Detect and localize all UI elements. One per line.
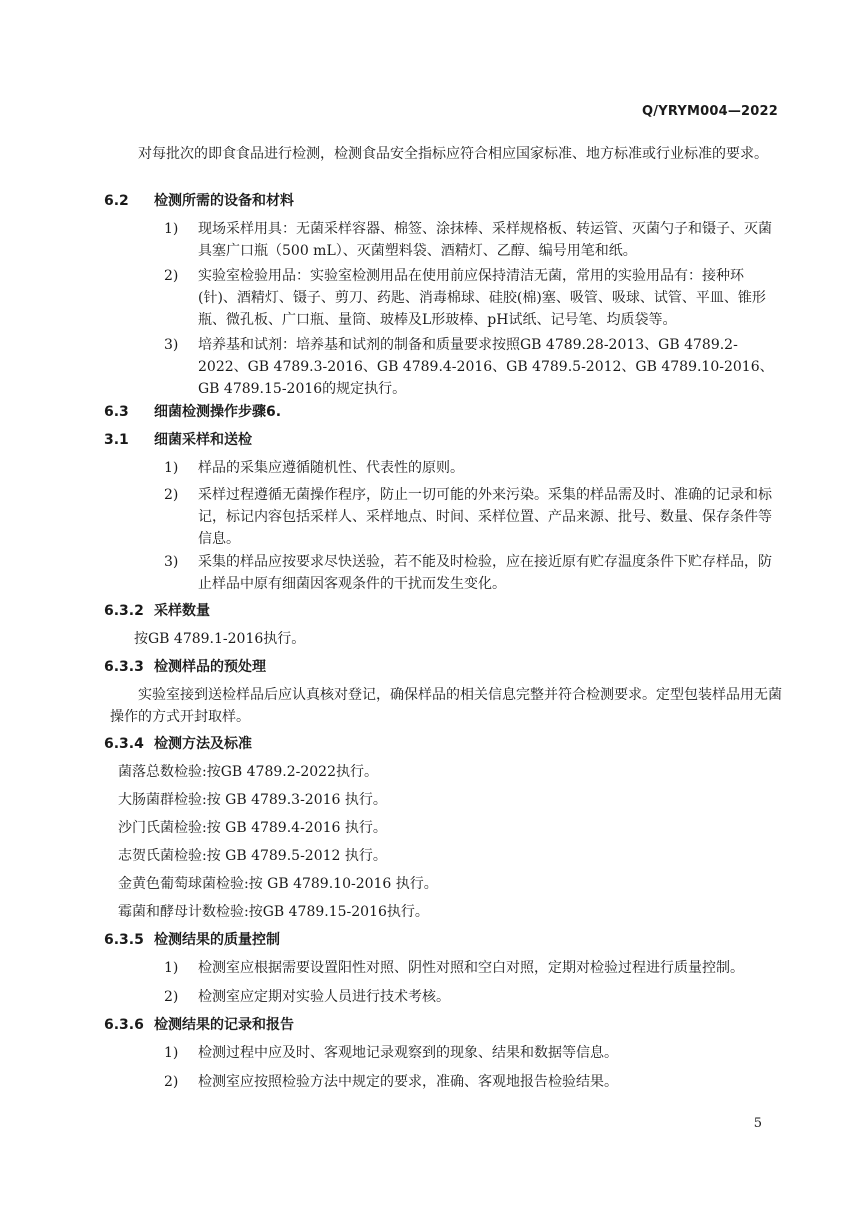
section-number: 6.3.6 [104, 1017, 144, 1033]
section-number: 6.3.3 [104, 659, 144, 675]
list-item [164, 218, 782, 262]
method-line: 大肠菌群检验:按 GB 4789.3-2016 执行。 [118, 792, 387, 808]
list-item-text: 检测室应按照检验方法中规定的要求，准确、客观地报告检验结果。 [198, 1074, 618, 1090]
list-item-text: 实验室检验用品：实验室检测用品在使用前应保持清洁无菌，常用的实验用品有：接种环(针)、酒精灯、镊子、剪刀、药匙、消毒棉球、硅胶(棉)塞、吸管、吸球、试管、平皿、锥形瓶、微孔板、广口瓶、量筒、玻棒及L形玻棒、pH试纸、记号笔、均质袋等。 [198, 268, 766, 328]
section-number: 6.2 [104, 193, 129, 209]
list-marker: 3) [164, 337, 179, 353]
section-6-3-5-heading [104, 929, 280, 951]
list-item [164, 957, 782, 979]
section-title: 检测样品的预处理 [154, 659, 266, 675]
page-number: 5 [753, 1116, 762, 1131]
section-title: 细菌检测操作步骤6. [154, 404, 282, 420]
section-title: 采样数量 [154, 603, 210, 619]
list-item-text: 检测过程中应及时、客观地记录观察到的现象、结果和数据等信息。 [198, 1045, 618, 1061]
method-line: 霉菌和酵母计数检验:按GB 4789.15-2016执行。 [118, 904, 429, 920]
section-number: 6.3 [104, 404, 129, 420]
section-6-2-heading [104, 190, 294, 212]
pretreatment-paragraph: 实验室接到送检样品后应认真核对登记，确保样品的相关信息完整并符合检测要求。定型包装样品用无菌操作的方式开封取样。 [110, 687, 782, 725]
list-item-text: 采集的样品应按要求尽快送验，若不能及时检验，应在接近原有贮存温度条件下贮存样品，防止样品中原有细菌因客观条件的干扰而发生变化。 [198, 554, 772, 592]
intro-paragraph: 对每批次的即食食品进行检测，检测食品安全指标应符合相应国家标准、地方标准或行业标准的要求。 [138, 146, 768, 162]
list-marker: 1) [164, 460, 179, 476]
list-marker: 1) [164, 221, 179, 237]
list-item-text: 检测室应定期对实验人员进行技术考核。 [198, 989, 450, 1005]
section-6-3-3-heading [104, 656, 266, 678]
list-item-text: 采样过程遵循无菌操作程序，防止一切可能的外来污染。采集的样品需及时、准确的记录和标记，标记内容包括采样人、采样地点、时间、采样位置、产品来源、批号、数量、保存条件等信息。 [198, 487, 772, 547]
list-marker: 1) [164, 960, 179, 976]
list-item [164, 986, 782, 1008]
section-title: 检测所需的设备和材料 [154, 193, 294, 209]
section-3-1-heading [104, 429, 252, 451]
section-title: 细菌采样和送检 [154, 432, 252, 448]
sampling-quantity-text: 按GB 4789.1-2016执行。 [134, 631, 306, 647]
list-marker: 2) [164, 487, 179, 503]
list-marker: 2) [164, 989, 179, 1005]
list-item-text: 检测室应根据需要设置阳性对照、阴性对照和空白对照，定期对检验过程进行质量控制。 [198, 960, 744, 976]
method-line: 志贺氏菌检验:按 GB 4789.5-2012 执行。 [118, 848, 387, 864]
section-title: 检测结果的质量控制 [154, 932, 280, 948]
list-item [164, 265, 782, 331]
list-item [164, 457, 782, 479]
section-6-3-heading [104, 401, 281, 423]
method-line: 金黄色葡萄球菌检验:按 GB 4789.10-2016 执行。 [118, 876, 438, 892]
section-number: 3.1 [104, 432, 129, 448]
list-marker: 3) [164, 554, 179, 570]
list-item [164, 334, 782, 400]
method-line: 沙门氏菌检验:按 GB 4789.4-2016 执行。 [118, 820, 387, 836]
list-item [164, 1042, 782, 1064]
section-6-3-2-heading [104, 600, 210, 622]
list-item [164, 1071, 782, 1093]
section-number: 6.3.2 [104, 603, 144, 619]
section-number: 6.3.4 [104, 736, 144, 752]
list-marker: 2) [164, 1074, 179, 1090]
list-item [164, 484, 782, 550]
list-marker: 1) [164, 1045, 179, 1061]
list-item-text: 样品的采集应遵循随机性、代表性的原则。 [198, 460, 464, 476]
list-marker: 2) [164, 268, 179, 284]
list-item [164, 551, 782, 595]
section-6-3-4-heading [104, 733, 252, 755]
list-item-text: 现场采样用具：无菌采样容器、棉签、涂抹棒、采样规格板、转运管、灭菌勺子和镊子、灭菌具塞广口瓶（500 mL）、灭菌塑料袋、酒精灯、乙醇、编号用笔和纸。 [198, 221, 772, 259]
section-number: 6.3.5 [104, 932, 144, 948]
document-code: Q/YRYM004—2022 [642, 104, 778, 119]
section-title: 检测结果的记录和报告 [154, 1017, 294, 1033]
section-title: 检测方法及标准 [154, 736, 252, 752]
list-item-text: 培养基和试剂：培养基和试剂的制备和质量要求按照GB 4789.28-2013、GB 4789.2-2022、GB 4789.3-2016、GB 4789.4-2016、GB 4789.5-2012、GB 4789.10-2016、GB 4789.15-2016的规定执行。 [198, 337, 774, 397]
method-line: 菌落总数检验:按GB 4789.2-2022执行。 [118, 764, 378, 780]
section-6-3-6-heading [104, 1014, 294, 1036]
